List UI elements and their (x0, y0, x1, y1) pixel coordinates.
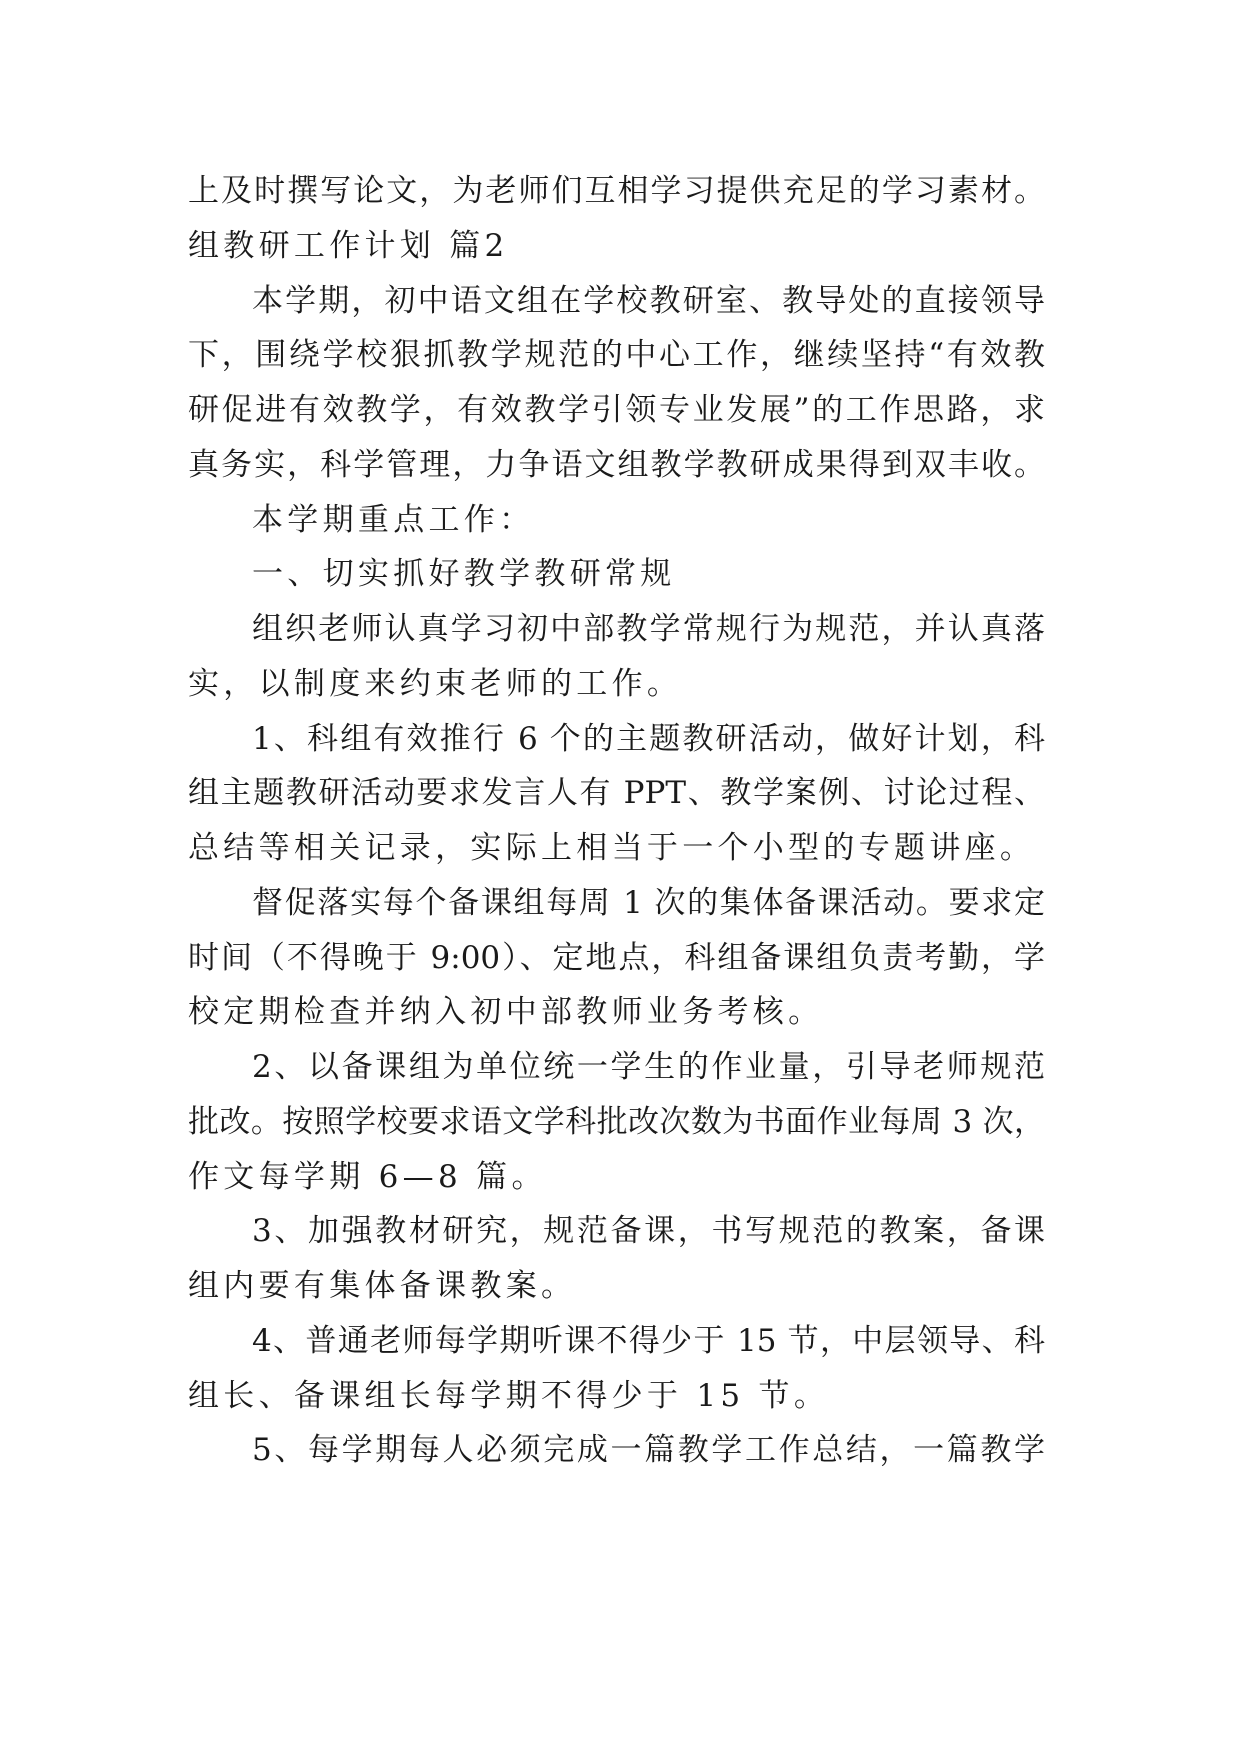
paragraph-line: 组主题教研活动要求发言人有 PPT、教学案例、讨论过程、 (188, 775, 1045, 811)
paragraph-line: 实，以制度来约束老师的工作。 (188, 666, 683, 702)
paragraph-line: 5、每学期每人必须完成一篇教学工作总结，一篇教学 (252, 1432, 1045, 1468)
paragraph-line: 本学期重点工作： (252, 502, 535, 538)
paragraph-line: 总结等相关记录，实际上相当于一个小型的专题讲座。 (188, 830, 1036, 866)
paragraph-line: 研促进有效教学，有效教学引领专业发展”的工作思路，求 (188, 392, 1045, 428)
paragraph-line: 真务实，科学管理，力争语文组教学教研成果得到双丰收。 (188, 447, 1045, 483)
paragraph-line: 组内要有集体备课教案。 (188, 1268, 577, 1304)
paragraph-line: 本学期，初中语文组在学校教研室、教导处的直接领导 (252, 283, 1045, 319)
section-heading: 组教研工作计划 篇2 (188, 228, 509, 264)
paragraph-line: 3、加强教材研究，规范备课，书写规范的教案，备课 (252, 1213, 1045, 1249)
paragraph-line: 时间（不得晚于 9:00）、定地点，科组备课组负责考勤，学 (188, 940, 1045, 976)
paragraph-line: 组织老师认真学习初中部教学常规行为规范，并认真落 (252, 611, 1045, 647)
paragraph-line: 4、普通老师每学期听课不得少于 15 节，中层领导、科 (252, 1323, 1045, 1359)
paragraph-line: 1、科组有效推行 6 个的主题教研活动，做好计划，科 (252, 721, 1045, 757)
paragraph-line: 2、以备课组为单位统一学生的作业量，引导老师规范 (252, 1049, 1045, 1085)
paragraph-line: 督促落实每个备课组每周 1 次的集体备课活动。要求定 (252, 885, 1045, 921)
paragraph-line: 组长、备课组长每学期不得少于 15 节。 (188, 1378, 830, 1414)
paragraph-line: 批改。按照学校要求语文学科批改次数为书面作业每周 3 次， (188, 1104, 1045, 1140)
subheading: 一、切实抓好教学教研常规 (252, 556, 676, 592)
paragraph-line: 校定期检查并纳入初中部教师业务考核。 (188, 994, 824, 1030)
paragraph-line: 作文每学期 6—8 篇。 (188, 1159, 547, 1195)
paragraph-line: 下，围绕学校狠抓教学规范的中心工作，继续坚持“有效教 (188, 337, 1045, 373)
paragraph-line: 上及时撰写论文，为老师们互相学习提供充足的学习素材。 (188, 173, 1045, 209)
